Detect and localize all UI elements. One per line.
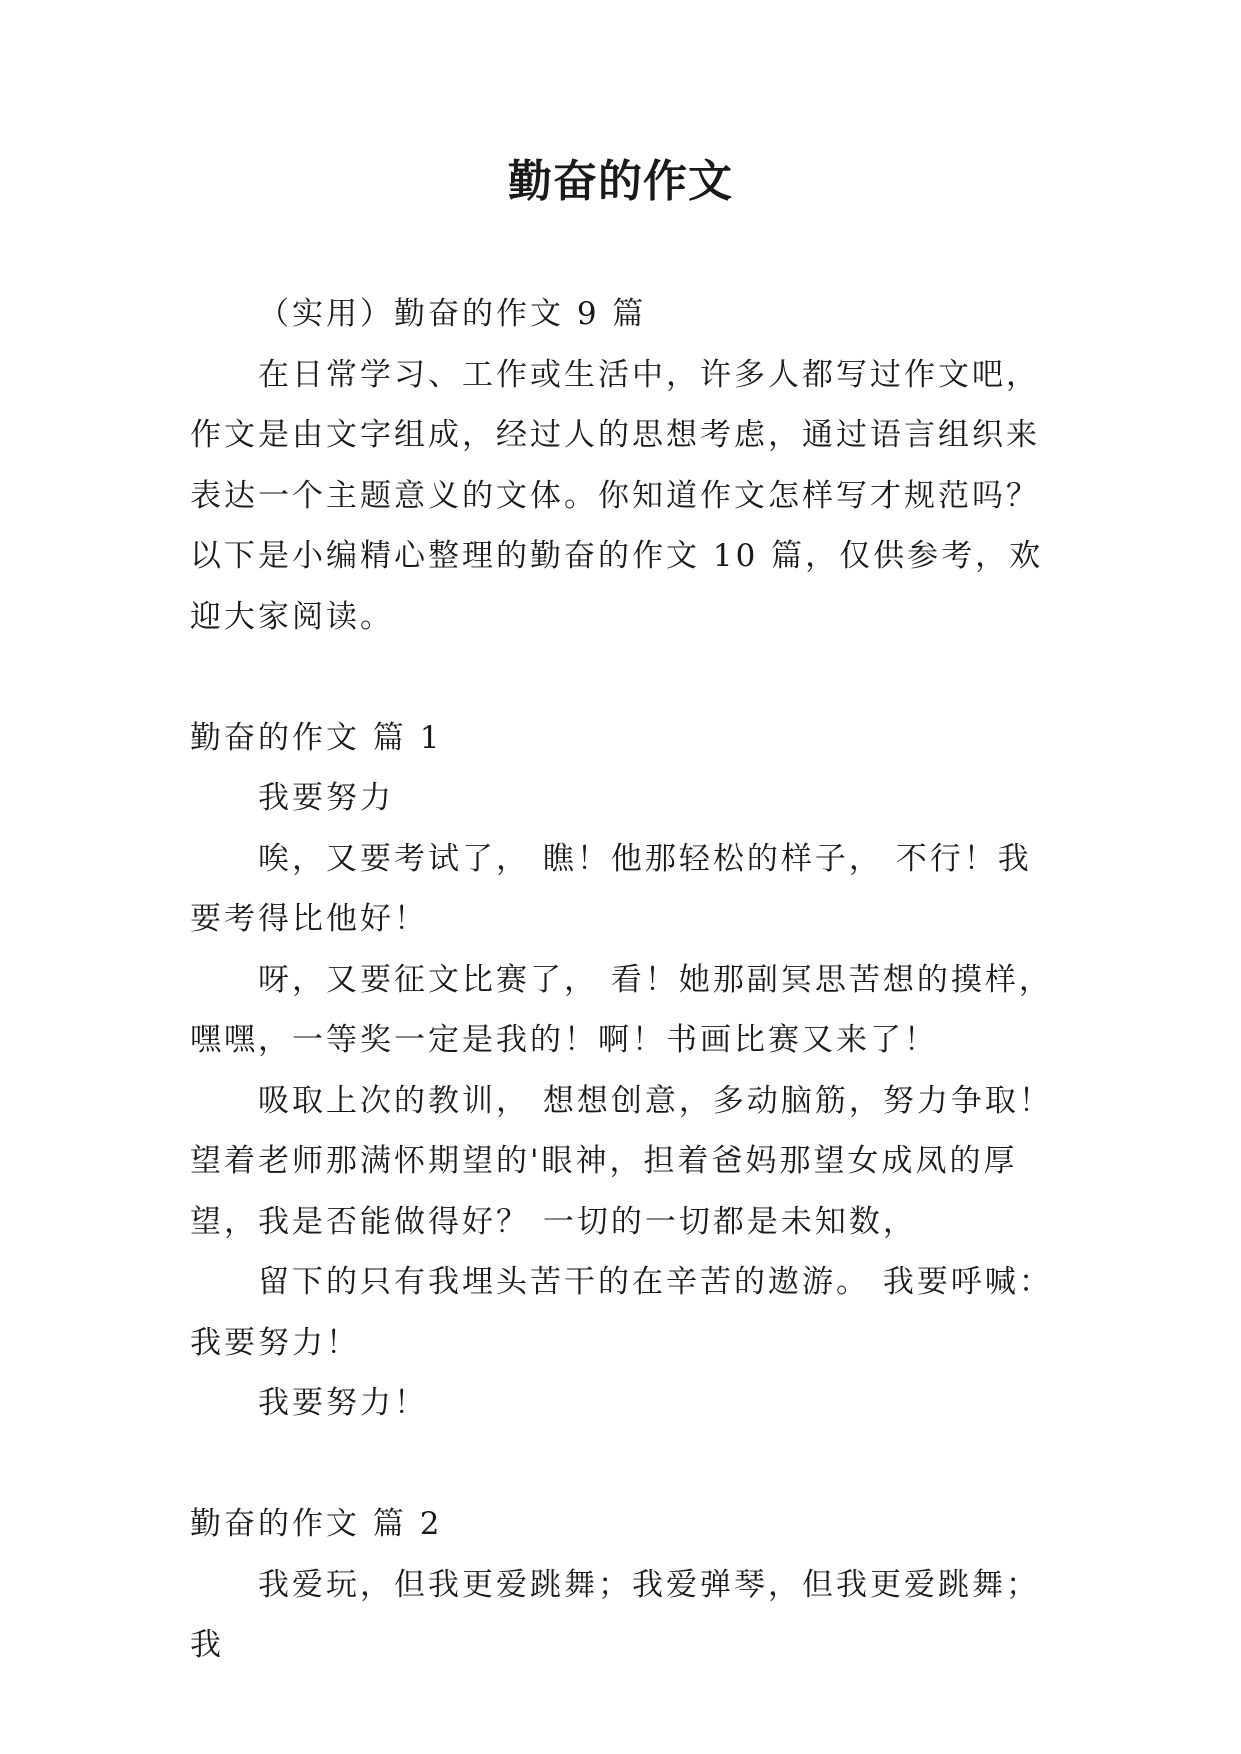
intro-paragraph: 在日常学习、工作或生活中，许多人都写过作文吧，作文是由文字组成，经过人的思想考虑，通过语言组织来表达一个主题意义的文体。你知道作文怎样写才规范吗？以下是小编精心整理的勤奋的作文 10 篇，仅供参考，欢迎大家阅读。	[190, 356, 1044, 635]
essay-paragraph: 唉，又要考试了， 瞧！他那轻松的样子， 不行！我要考得比他好！	[190, 840, 1032, 937]
document-subtitle: （实用）勤奋的作文 9 篇	[258, 296, 647, 332]
section-spacer	[190, 647, 1056, 708]
document-body	[190, 284, 1056, 1676]
essay-paragraph: 我要努力！	[258, 1385, 428, 1421]
section-spacer	[190, 1434, 1056, 1495]
essay-heading: 勤奋的作文 篇 1	[190, 719, 443, 756]
essay-paragraph: 我要努力	[258, 780, 394, 816]
essay-paragraph: 呀，又要征文比赛了， 看！她那副冥思苦想的摸样，嘿嘿，一等奖一定是我的！啊！书画比赛又来了！	[190, 961, 1053, 1058]
document-title: 勤奋的作文	[508, 156, 733, 207]
essay-paragraph: 我爱玩，但我更爱跳舞；我爱弹琴，但我更爱跳舞；我	[190, 1566, 1040, 1663]
essay-paragraph: 留下的只有我埋头苦干的在辛苦的遨游。 我要呼喊：我要努力！	[190, 1264, 1053, 1361]
essay-paragraph: 吸取上次的教训， 想想创意，多动脑筋，努力争取！望着老师那满怀期望的'眼神，担着爸妈那望女成凤的厚望，我是否能做得好？ 一切的一切都是未知数，	[190, 1082, 1053, 1240]
essay-heading: 勤奋的作文 篇 2	[190, 1506, 443, 1542]
